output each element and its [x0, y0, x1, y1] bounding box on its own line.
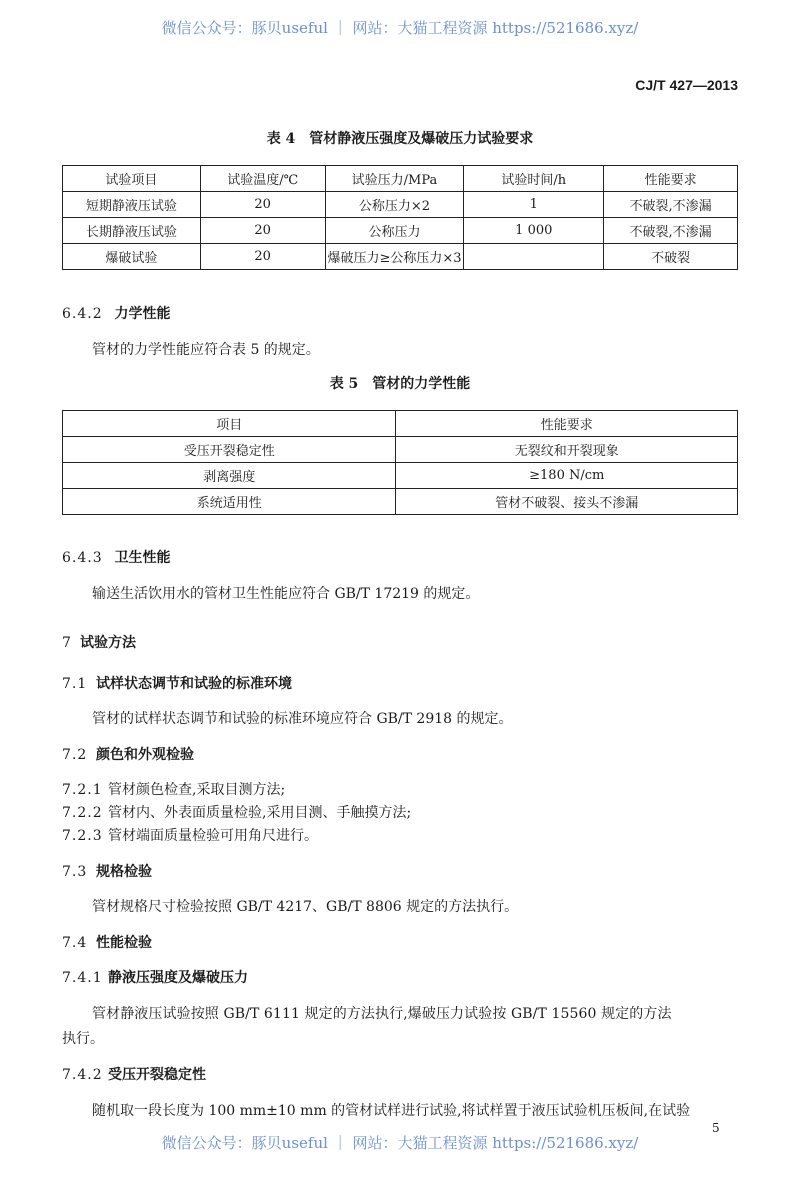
table-cell: 公称压力	[325, 218, 464, 244]
table-header: 试验压力/MPa	[325, 166, 464, 192]
table-row	[63, 244, 738, 270]
table-header: 项目	[63, 411, 396, 437]
watermark-top: 微信公众号：豚贝useful ｜ 网站：大猫工程资源 https://521686.xyz/	[161, 19, 639, 37]
table-cell: 无裂纹和开裂现象	[396, 437, 738, 463]
table-cell: 不破裂,不渗漏	[604, 192, 738, 218]
paragraph-continued: 执行。	[62, 1031, 104, 1047]
table-cell	[464, 244, 604, 270]
table-cell: 不破裂,不渗漏	[604, 218, 738, 244]
table-row	[63, 437, 738, 463]
item-7-2-2: 7.2.2 管材内、外表面质量检验,采用目测、手触摸方法;	[62, 805, 412, 821]
table-cell: 长期静液压试验	[63, 218, 201, 244]
item-7-2-3: 7.2.3 管材端面质量检验可用角尺进行。	[62, 828, 318, 844]
table-row	[63, 218, 738, 244]
section-7: 7 试验方法	[62, 635, 136, 651]
section-7-1: 7.1 试样状态调节和试验的标准环境	[62, 676, 292, 692]
table-cell: 公称压力×2	[325, 192, 464, 218]
table-cell: 系统适用性	[63, 489, 396, 515]
table-cell: 1 000	[464, 218, 604, 244]
table-cell: 短期静液压试验	[63, 192, 201, 218]
table-cell: 受压开裂稳定性	[63, 437, 396, 463]
table-cell: 剥离强度	[63, 463, 396, 489]
standard-code: CJ/T 427—2013	[635, 77, 738, 93]
section-7-2: 7.2 颜色和外观检验	[62, 747, 194, 763]
table-header: 试验时间/h	[464, 166, 604, 192]
section-7-4: 7.4 性能检验	[62, 935, 152, 951]
paragraph: 随机取一段长度为 100 mm±10 mm 的管材试样进行试验,将试样置于液压试验机压板间,在试验	[92, 1103, 691, 1119]
table-cell: 不破裂	[604, 244, 738, 270]
table-cell: 20	[200, 218, 325, 244]
table-header: 试验项目	[63, 166, 201, 192]
table-header: 试验温度/℃	[200, 166, 325, 192]
table-cell: 管材不破裂、接头不渗漏	[396, 489, 738, 515]
paragraph: 管材的试样状态调节和试验的标准环境应符合 GB/T 2918 的规定。	[92, 711, 513, 727]
table-row	[63, 463, 738, 489]
table-header: 性能要求	[396, 411, 738, 437]
table5-title: 表 5 管材的力学性能	[329, 376, 471, 392]
table-row	[63, 489, 738, 515]
watermark-bottom: 微信公众号：豚贝useful ｜ 网站：大猫工程资源 https://521686.xyz/	[161, 1134, 639, 1152]
section-7-4-1: 7.4.1 静液压强度及爆破压力	[62, 970, 248, 986]
table-header-row	[63, 411, 738, 437]
paragraph: 管材静液压试验按照 GB/T 6111 规定的方法执行,爆破压力试验按 GB/T 15560 规定的方法	[92, 1006, 672, 1022]
table-cell: ≥180 N/cm	[396, 463, 738, 489]
section-7-4-2: 7.4.2 受压开裂稳定性	[62, 1067, 206, 1083]
paragraph: 管材规格尺寸检验按照 GB/T 4217、GB/T 8806 规定的方法执行。	[92, 899, 519, 915]
table-cell: 1	[464, 192, 604, 218]
section-7-3: 7.3 规格检验	[62, 864, 152, 880]
paragraph: 输送生活饮用水的管材卫生性能应符合 GB/T 17219 的规定。	[92, 586, 480, 602]
table-cell: 20	[200, 192, 325, 218]
section-6-4-2: 6.4.2 力学性能	[62, 306, 171, 322]
table-header-row	[63, 166, 738, 192]
table-cell: 爆破压力≥公称压力×3	[325, 244, 464, 270]
table5	[62, 410, 738, 515]
table-cell: 20	[200, 244, 325, 270]
table-row	[63, 192, 738, 218]
table4	[62, 165, 738, 270]
table-cell: 爆破试验	[63, 244, 201, 270]
section-6-4-3: 6.4.3 卫生性能	[62, 550, 171, 566]
table4-title: 表 4 管材静液压强度及爆破压力试验要求	[266, 131, 534, 147]
page-number: 5	[712, 1121, 720, 1135]
paragraph: 管材的力学性能应符合表 5 的规定。	[92, 342, 320, 358]
item-7-2-1: 7.2.1 管材颜色检查,采取目测方法;	[62, 782, 286, 798]
table-header: 性能要求	[604, 166, 738, 192]
